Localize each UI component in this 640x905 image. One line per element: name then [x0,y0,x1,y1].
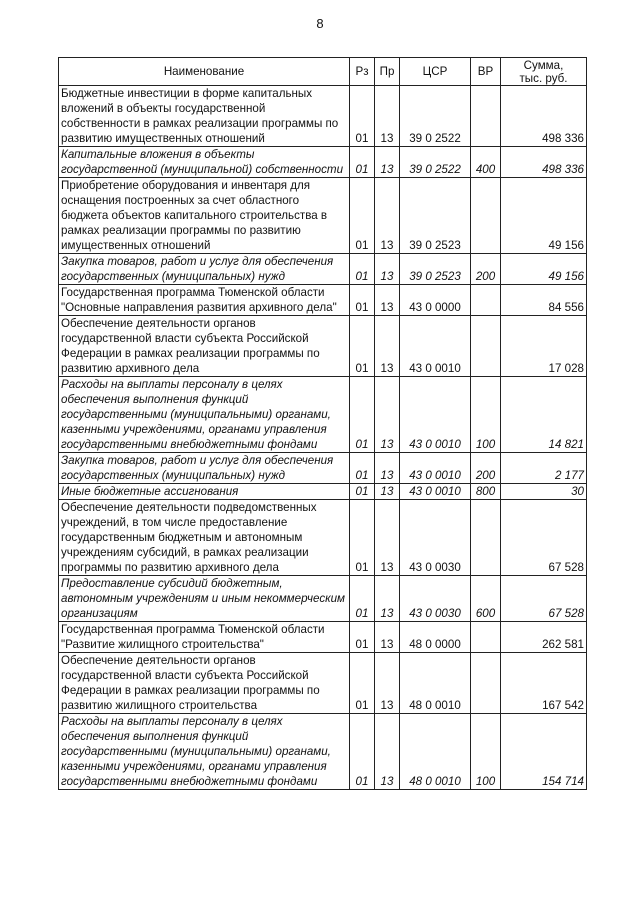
cell-sum: 498 336 [501,147,587,178]
cell-rz: 01 [350,285,375,316]
cell-name: Приобретение оборудования и инвентаря для оснащения построенных за счет областного бюджета объектов капитального строительства в рамках реализации программы по развитию имущественных отношений [59,178,350,254]
cell-name: Обеспечение деятельности органов государственной власти субъекта Российской Федерации в рамках реализации программы по развитию жилищного строительства [59,653,350,714]
cell-vr: 600 [471,576,501,622]
cell-sum: 49 156 [501,254,587,285]
header-pr: Пр [375,58,400,86]
table-row [59,147,587,178]
table-row [59,500,587,576]
header-csr: ЦСР [400,58,471,86]
cell-vr [471,285,501,316]
cell-rz: 01 [350,500,375,576]
header-sum-line1: Сумма, [523,58,564,72]
header-sum-line2: тыс. руб. [519,71,568,85]
header-rz: Рз [350,58,375,86]
cell-name: Обеспечение деятельности органов государственной власти субъекта Российской Федерации в рамках реализации программы по развитию архивного дела [59,316,350,377]
cell-csr: 43 0 0010 [400,453,471,484]
cell-name: Закупка товаров, работ и услуг для обеспечения государственных (муниципальных) нужд [59,254,350,285]
cell-vr [471,178,501,254]
cell-sum: 84 556 [501,285,587,316]
table-row [59,714,587,790]
cell-name: Государственная программа Тюменской области "Основные направления развития архивного дела" [59,285,350,316]
table-row [59,622,587,653]
table-row [59,285,587,316]
cell-rz: 01 [350,178,375,254]
cell-name: Иные бюджетные ассигнования [59,484,350,500]
cell-name: Предоставление субсидий бюджетным, автономным учреждениям и иным некоммерческим организациям [59,576,350,622]
table-row [59,178,587,254]
cell-sum: 2 177 [501,453,587,484]
cell-rz: 01 [350,653,375,714]
cell-rz: 01 [350,576,375,622]
cell-rz: 01 [350,622,375,653]
cell-csr: 43 0 0030 [400,576,471,622]
cell-pr: 13 [375,285,400,316]
cell-sum: 49 156 [501,178,587,254]
table-row [59,254,587,285]
cell-vr [471,622,501,653]
cell-sum: 154 714 [501,714,587,790]
cell-pr: 13 [375,714,400,790]
cell-csr: 39 0 2523 [400,178,471,254]
cell-name: Расходы на выплаты персоналу в целях обеспечения выполнения функций государственными (муниципальными) органами, казенными учреждениями, органами управления государственными внебюджетными фондами [59,714,350,790]
cell-csr: 43 0 0030 [400,500,471,576]
cell-rz: 01 [350,377,375,453]
cell-csr: 39 0 2523 [400,254,471,285]
table-row [59,86,587,147]
cell-pr: 13 [375,178,400,254]
cell-vr: 100 [471,377,501,453]
cell-name: Капитальные вложения в объекты государственной (муниципальной) собственности [59,147,350,178]
cell-rz: 01 [350,316,375,377]
cell-pr: 13 [375,147,400,178]
cell-pr: 13 [375,500,400,576]
cell-csr: 43 0 0010 [400,377,471,453]
cell-vr: 200 [471,254,501,285]
cell-vr [471,86,501,147]
cell-vr: 400 [471,147,501,178]
cell-sum: 67 528 [501,576,587,622]
cell-csr: 43 0 0010 [400,316,471,377]
header-name: Наименование [59,58,350,86]
cell-vr [471,316,501,377]
header-vr: ВР [471,58,501,86]
cell-name: Обеспечение деятельности подведомственных учреждений, в том числе предоставление государственным бюджетным и автономным учреждениям субсидий, в рамках реализации программы по развитию архивного дела [59,500,350,576]
cell-csr: 48 0 0000 [400,622,471,653]
table-header-row [59,58,587,86]
cell-pr: 13 [375,377,400,453]
table-row [59,453,587,484]
cell-vr: 100 [471,714,501,790]
cell-sum: 167 542 [501,653,587,714]
cell-rz: 01 [350,453,375,484]
table-row [59,377,587,453]
budget-table [58,57,587,790]
cell-sum: 67 528 [501,500,587,576]
cell-vr: 800 [471,484,501,500]
page-number: 8 [316,16,324,31]
cell-csr: 48 0 0010 [400,714,471,790]
header-sum [501,58,587,86]
cell-sum: 17 028 [501,316,587,377]
cell-pr: 13 [375,254,400,285]
cell-rz: 01 [350,147,375,178]
cell-pr: 13 [375,316,400,377]
cell-csr: 43 0 0000 [400,285,471,316]
table-row [59,484,587,500]
table-row [59,316,587,377]
table-body [59,86,587,790]
cell-pr: 13 [375,453,400,484]
cell-pr: 13 [375,622,400,653]
cell-name: Бюджетные инвестиции в форме капитальных вложений в объекты государственной собственности в рамках реализации программы по развитию имущественных отношений [59,86,350,147]
cell-sum: 262 581 [501,622,587,653]
cell-csr: 39 0 2522 [400,86,471,147]
cell-pr: 13 [375,484,400,500]
cell-name: Государственная программа Тюменской области "Развитие жилищного строительства" [59,622,350,653]
cell-rz: 01 [350,484,375,500]
cell-csr: 48 0 0010 [400,653,471,714]
cell-csr: 39 0 2522 [400,147,471,178]
table-row [59,576,587,622]
cell-sum: 30 [501,484,587,500]
cell-sum: 498 336 [501,86,587,147]
cell-rz: 01 [350,86,375,147]
cell-csr: 43 0 0010 [400,484,471,500]
cell-vr [471,653,501,714]
cell-pr: 13 [375,576,400,622]
cell-sum: 14 821 [501,377,587,453]
table-row [59,653,587,714]
cell-pr: 13 [375,653,400,714]
cell-vr: 200 [471,453,501,484]
cell-name: Расходы на выплаты персоналу в целях обеспечения выполнения функций государственными (муниципальными) органами, казенными учреждениями, органами управления государственными внебюджетными фондами [59,377,350,453]
cell-vr [471,500,501,576]
cell-name: Закупка товаров, работ и услуг для обеспечения государственных (муниципальных) нужд [59,453,350,484]
cell-rz: 01 [350,254,375,285]
cell-rz: 01 [350,714,375,790]
cell-pr: 13 [375,86,400,147]
